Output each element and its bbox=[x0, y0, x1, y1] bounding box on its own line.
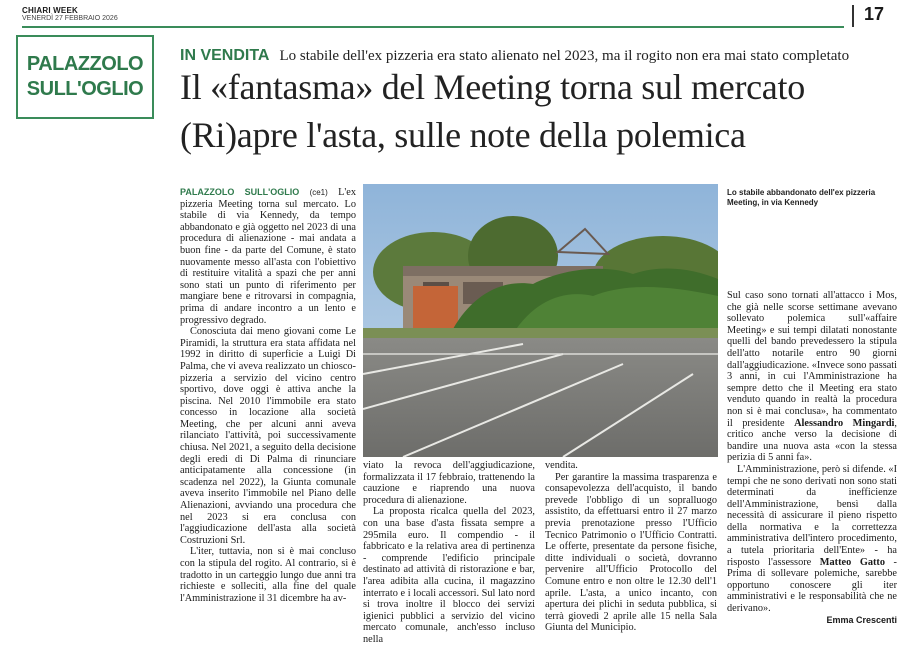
article-photo bbox=[363, 184, 718, 457]
page-number: 17 bbox=[864, 4, 885, 24]
kicker-label: IN VENDITA bbox=[180, 47, 270, 64]
article-column-1 bbox=[180, 187, 356, 604]
article-paragraph: La proposta ricalca quella del 2023, con una base d'asta fissata sempre a 295mila euro. Il compendio - il fabbricato e la relativa area di pertinenza - comprende l'edificio principale destinato ad attività di ristorazione e bar, l'area adibita alla cucina, il magazzino interrato e i locali accessori. Sul lato nord si trova inoltre il blocco dei servizi igienici pubblici a servizio del vicino mercato comunale, anch'esso incluso nella bbox=[363, 506, 535, 645]
article-paragraph: L'ex pizzeria Meeting torna sul mercato. Lo stabile di via Kennedy, da tempo abbandonato e già oggetto nel 2023 di una procedura di alienazione - mai andata a buon fine - da parte del Comune, è stato nuovamente messo all'asta con l'obiettivo di restituire vitalità a spazi che per anni sono stati un punto di riferimento per mangiare bene e ritrovarsi in compagnia, prima di andare incontro a un lento e progressivo degrado. bbox=[180, 187, 357, 326]
masthead-title: CHIARI WEEK bbox=[22, 6, 78, 15]
article-author: Emma Crescenti bbox=[826, 614, 897, 625]
article-paragraph: L'iter, tuttavia, non si è mai concluso con la stipula del rogito. Al contrario, si è tradotto in un carteggio lungo due anni tra richieste e solleciti, alla fine del quale l'Amministrazione il 31 dicembre ha av- bbox=[180, 546, 356, 604]
headline-line-2: (Ri)apre l'asta, sulle note della polemica bbox=[180, 115, 746, 155]
location-box bbox=[16, 35, 154, 119]
article-paragraph: vendita. bbox=[545, 460, 578, 471]
article-column-3 bbox=[545, 460, 717, 634]
masthead-date: VENERDÌ 27 FEBBRAIO 2026 bbox=[22, 15, 118, 22]
building-photo-illustration bbox=[363, 184, 718, 457]
header-rule bbox=[22, 26, 844, 28]
page-number-divider bbox=[852, 5, 854, 27]
article-column-4 bbox=[727, 290, 897, 626]
photo-caption: Lo stabile abbandonato dell'ex pizzeria Meeting, in via Kennedy bbox=[727, 188, 876, 207]
kicker-row bbox=[180, 47, 849, 65]
article-dateline: PALAZZOLO SULL'OGLIO bbox=[180, 187, 300, 197]
article-paragraph: viato la revoca dell'aggiudicazione, formalizzata il 17 febbraio, trattenendo la cauzione e riaprendo una nuova procedura di alienazione. bbox=[363, 460, 535, 506]
location-line-2: SULL'OGLIO bbox=[26, 78, 144, 100]
kicker-subtitle: Lo stabile dell'ex pizzeria era stato alienato nel 2023, ma il rogito non era mai stato completato bbox=[279, 48, 850, 64]
article-text: L'Amministrazione, però si difende. «I tempi che ne sono derivati non sono stati determinati da inefficienze dell'Amministrazione, bensì dalla necessità di assicurare il pieno rispetto della normativa e la correttezza amministrativa dell'intero procedimento, a tutela prioritaria dell'Ente» - ha risposto l'assessore bbox=[727, 463, 897, 568]
person-name: Matteo Gatto bbox=[819, 556, 885, 568]
location-line-1: PALAZZOLO bbox=[26, 53, 144, 75]
headline-line-1: Il «fantasma» del Meeting torna sul mercato bbox=[180, 67, 805, 107]
article-text: Sul caso sono tornati all'attacco i Mos, che già nelle scorse settimane avevano sollevato polemica sull'«affaire Meeting» e sui tempi dilatati nonostante quelli del bando prevedessero la stipula dell'atto notarile entro 90 giorni dall'aggiudicazione. «Invece sono passati 3 anni, in cui l'Amministrazione ha sempre detto che il Meeting era stato venduto quando in realtà la procedura non si è mai conclusa», ha commentato il presidente bbox=[727, 290, 897, 429]
person-name: Alessandro Mingardi bbox=[794, 417, 895, 429]
article-paragraph: Per garantire la massima trasparenza e consapevolezza dell'acquisto, il bando prevede l'obbligo di un sopralluogo assistito, da effettuarsi entro il 27 marzo previa prenotazione presso l'Ufficio Tecnico Patrimonio o l'Ufficio Contratti. Le offerte, presentate da persone fisiche, ditte individuali o società, dovranno pervenire all'Ufficio Protocollo del Comune entro e non oltre le 12.30 dell'1 aprile. L'asta, a unico incanto, con apertura dei plichi in seduta pubblica, si terrà giovedì 2 aprile alle 15 nella Sala Giunta del Municipio. bbox=[545, 471, 717, 634]
article-text: , critico anche verso la decisione di bandire una nuova asta «con la stessa perizia di 5 anni fa». bbox=[727, 417, 897, 464]
article-text: - Prima di sollevare polemiche, sarebbe opportuno conoscere gli iter amministrativi e le responsabilità che ne derivano». bbox=[727, 556, 897, 615]
article-source: (ce1) bbox=[309, 188, 328, 197]
article-paragraph: Conosciuta dai meno giovani come Le Piramidi, la struttura era stata affidata nel 1992 in diritto di superficie a Luigi Di Palma, che vi aveva realizzato un chiosco-pizzeria a servizio del vicino centro sportivo, dove oggi è attiva anche la piscina. Nel 2010 l'immobile era stato concesso in locazione alla società Meeting, che per alcuni anni aveva rilanciato l'attività, poi successivamente chiusa. Nel 2021, a seguito della decisione degli eredi di Di Palma di rinunciare anticipatamente alla concessione (in scadenza nel 2022), la Giunta comunale aveva inserito l'immobile nel Piano delle Alienazioni, avviando una procedura che nel 2023 si era conclusa con l'aggiudicazione dell'asta alla società Costruzioni Srl. bbox=[180, 326, 356, 546]
article-column-2 bbox=[363, 460, 535, 646]
